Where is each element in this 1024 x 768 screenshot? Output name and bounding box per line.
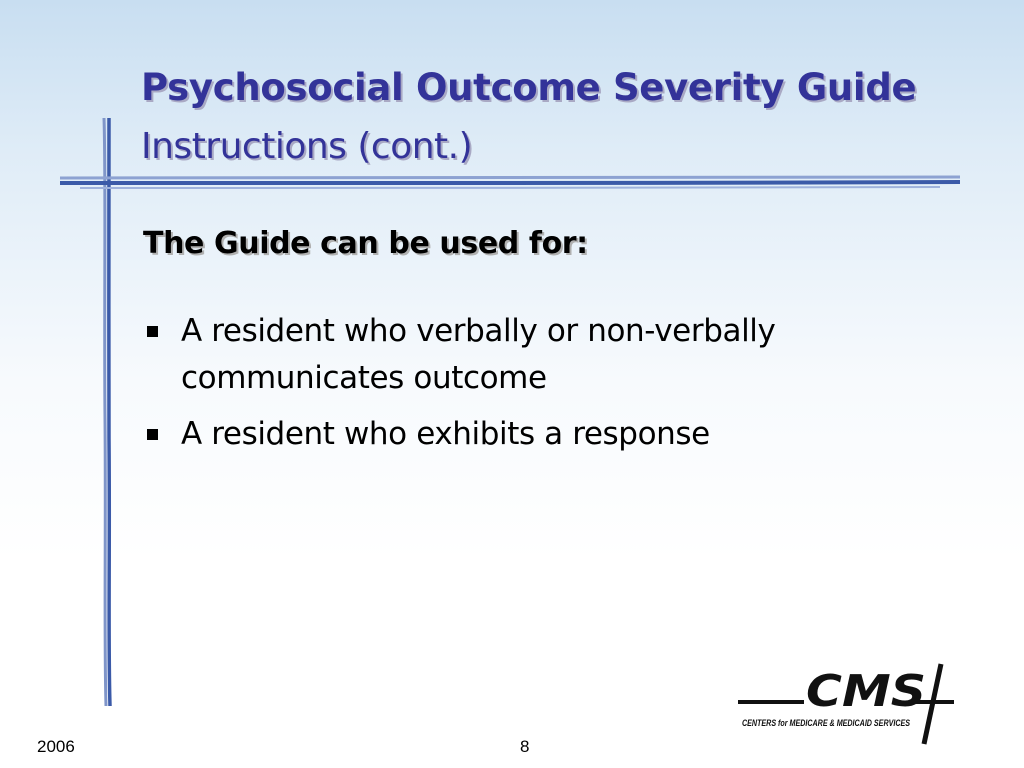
page-number: 8 bbox=[520, 737, 530, 756]
bullet-text-line: communicates outcome bbox=[181, 360, 547, 396]
horizontal-rule bbox=[60, 170, 960, 194]
bullet-item bbox=[143, 411, 903, 458]
bullet-text-line: A resident who verbally or non-verbally bbox=[181, 313, 776, 349]
bullet-list bbox=[143, 308, 903, 467]
section-heading: The Guide can be used for: bbox=[143, 226, 588, 261]
logo-tagline: CENTERS for MEDICARE & MEDICAID SERVICES bbox=[742, 718, 910, 728]
square-bullet-icon bbox=[147, 326, 158, 337]
cms-logo bbox=[736, 662, 956, 746]
footer-year: 2006 bbox=[37, 737, 75, 756]
bullet-item bbox=[143, 308, 903, 402]
slide-subtitle: Instructions (cont.) bbox=[141, 126, 473, 167]
vertical-rule bbox=[101, 118, 113, 706]
logo-bar-left bbox=[738, 700, 804, 704]
bullet-text-line: A resident who exhibits a response bbox=[181, 416, 710, 452]
slide-title: Psychosocial Outcome Severity Guide bbox=[141, 66, 917, 109]
square-bullet-icon bbox=[147, 429, 158, 440]
logo-letters: CMS bbox=[806, 666, 926, 717]
